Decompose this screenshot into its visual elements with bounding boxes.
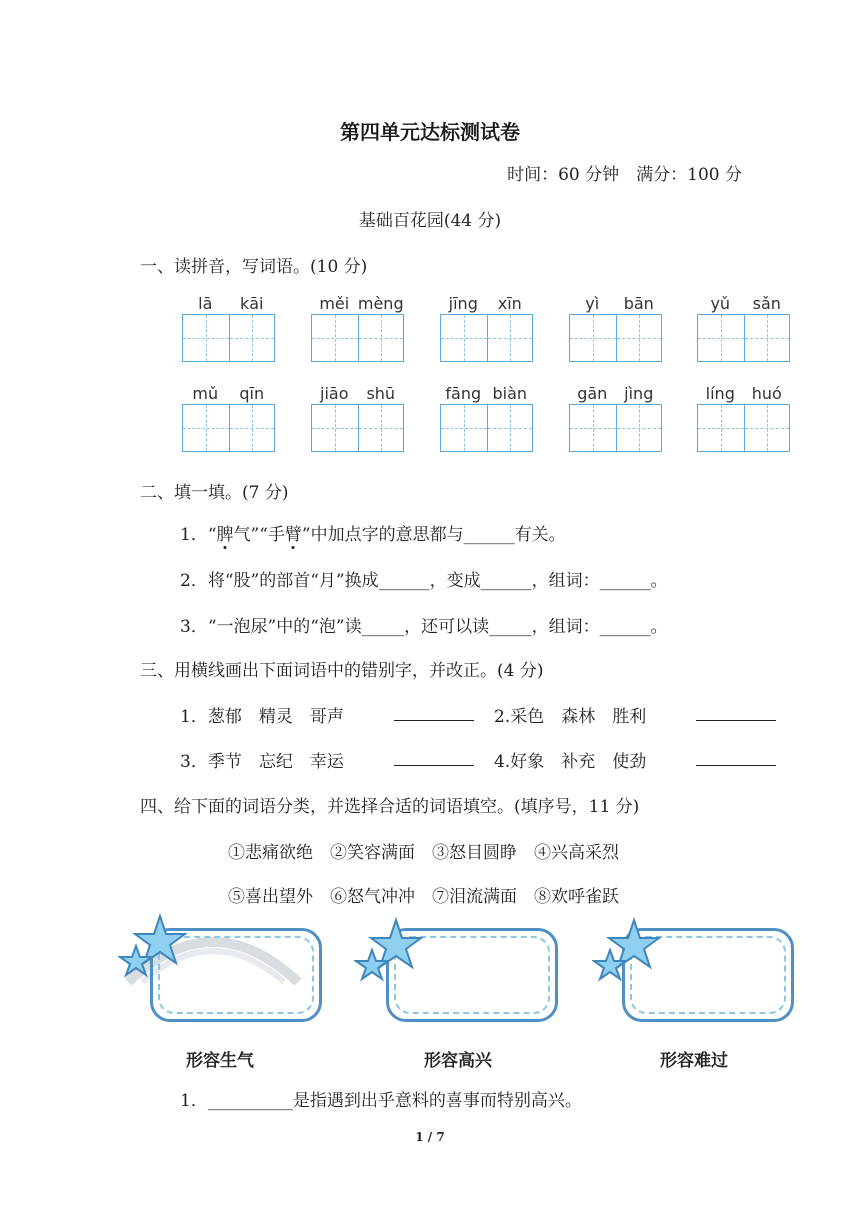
page-title: 第四单元达标测试卷	[340, 120, 520, 144]
caption-happy: 形容高兴	[424, 1051, 492, 1071]
pinyin-syllable: kāi	[239, 294, 264, 313]
pinyin-syllable: jīng	[448, 294, 478, 313]
section4-q1: 1．__________是指遇到出乎意料的喜事而特别高兴。	[180, 1091, 582, 1111]
star-icon	[592, 916, 662, 986]
answer-blank[interactable]	[696, 702, 776, 721]
section3-q1: 1．葱郁 精灵 哥声	[180, 707, 344, 727]
writing-grid[interactable]	[569, 314, 662, 362]
pinyin-syllable: yǔ	[710, 294, 731, 313]
writing-grid[interactable]	[569, 404, 662, 452]
pinyin-syllable: shū	[366, 384, 396, 403]
pinyin-syllable: bān	[623, 294, 654, 313]
answer-blank[interactable]	[394, 702, 474, 721]
dotted-char: 臂	[285, 520, 302, 545]
caption-angry: 形容生气	[186, 1051, 254, 1071]
writing-grid[interactable]	[311, 404, 404, 452]
caption-sad: 形容难过	[660, 1051, 728, 1071]
exam-meta: 时间：60 分钟 满分：100 分	[507, 165, 742, 185]
pinyin-syllable: huó	[751, 384, 782, 403]
writing-grid[interactable]	[440, 404, 533, 452]
writing-grid[interactable]	[182, 404, 275, 452]
page-number: 1 / 7	[415, 1130, 445, 1144]
dotted-char: 脾	[217, 520, 234, 545]
pinyin-syllable: sǎn	[752, 294, 781, 313]
section1-heading: 一、读拼音，写词语。(10 分)	[140, 257, 368, 277]
pinyin-syllable: mǔ	[192, 384, 219, 403]
section3-q4: 4.好象 补充 使劲	[494, 752, 647, 772]
writing-grid[interactable]	[697, 404, 790, 452]
word-list-2: ⑤喜出望外 ⑥怒气冲冲 ⑦泪流满面 ⑧欢呼雀跃	[228, 887, 619, 907]
writing-grid[interactable]	[440, 314, 533, 362]
section2-heading: 二、填一填。(7 分)	[140, 483, 289, 503]
pinyin-syllable: biàn	[492, 384, 528, 403]
pinyin-syllable: měi	[319, 294, 350, 313]
section2-q2: 2．将“股”的部首“月”换成______，变成______，组词：______。	[180, 571, 668, 591]
section3-q2: 2.采色 森林 胜利	[494, 707, 647, 727]
part-heading: 基础百花园(44 分)	[358, 211, 502, 231]
star-icon	[354, 916, 424, 986]
answer-blank[interactable]	[696, 747, 776, 766]
pinyin-syllable: yì	[585, 294, 600, 313]
word-list-1: ①悲痛欲绝 ②笑容满面 ③怒目圆睁 ④兴高采烈	[228, 843, 619, 863]
pinyin-syllable: lā	[198, 294, 213, 313]
section3-heading: 三、用横线画出下面词语中的错别字，并改正。(4 分)	[140, 661, 544, 681]
pinyin-syllable: fāng	[445, 384, 482, 403]
pinyin-syllable: jìng	[624, 384, 654, 403]
writing-grid[interactable]	[311, 314, 404, 362]
section3-q3: 3．季节 忘纪 幸运	[180, 752, 344, 772]
section4-heading: 四、给下面的词语分类，并选择合适的词语填空。(填序号，11 分)	[140, 797, 640, 817]
section2-q3: 3．“一泡尿”中的“泡”读_____，还可以读_____，组词：______。	[180, 617, 668, 637]
pinyin-syllable: líng	[705, 384, 735, 403]
pinyin-syllable: qīn	[239, 384, 265, 403]
pinyin-syllable: jiāo	[320, 384, 349, 403]
section2-q1: 1．“脾气”“手臂”中加点字的意思都与______有关。	[180, 520, 566, 545]
pinyin-syllable: xīn	[497, 294, 522, 313]
pinyin-syllable: mèng	[357, 294, 404, 313]
writing-grid[interactable]	[182, 314, 275, 362]
star-icon	[118, 912, 188, 982]
pinyin-syllable: gān	[577, 384, 608, 403]
writing-grid[interactable]	[697, 314, 790, 362]
answer-blank[interactable]	[394, 747, 474, 766]
